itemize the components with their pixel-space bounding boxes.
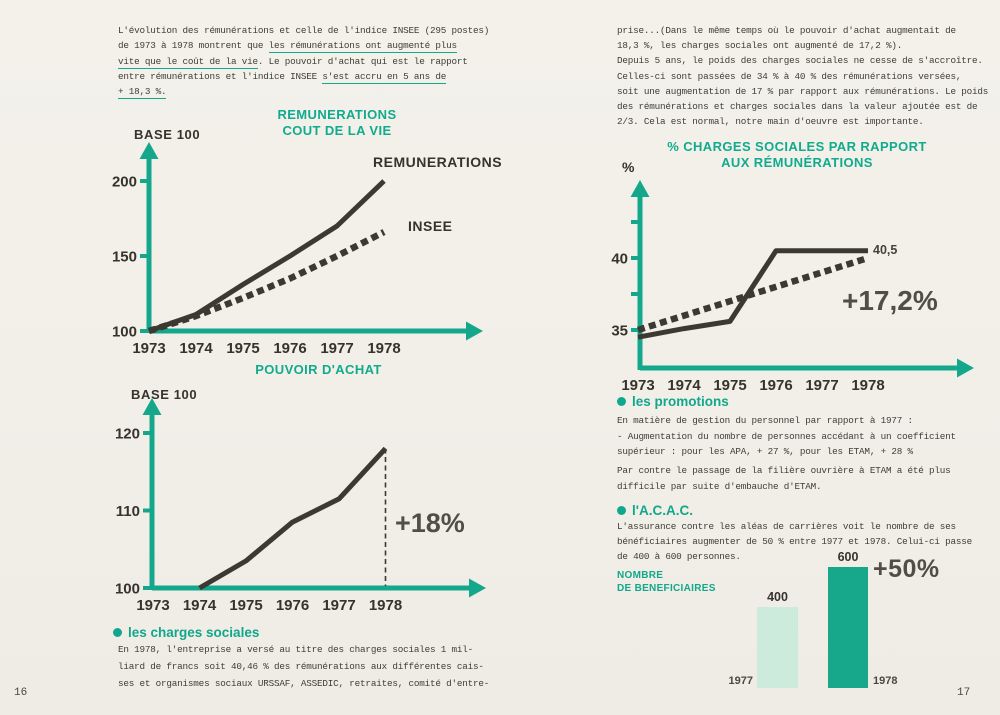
text-line bbox=[118, 54, 506, 69]
text-line: liard de francs soit 40,46 % des rémunérations aux différentes cais- bbox=[118, 661, 484, 672]
x-tick-label: 1976 bbox=[273, 340, 307, 357]
text-line: 2/3. Cela est normal, notre main d'oeuvre est importante. bbox=[617, 116, 924, 128]
y-axis-unit-label: % bbox=[622, 159, 635, 175]
bar-chart-title bbox=[617, 570, 716, 595]
text-line: soit une augmentation de 17 % par rapport aux rémunérations. Le poids bbox=[617, 85, 989, 97]
section-heading-label: les charges sociales bbox=[128, 625, 260, 640]
y-tick-label: 40 bbox=[611, 250, 628, 268]
x-tick-label: 1978 bbox=[851, 377, 885, 394]
y-tick-label: 200 bbox=[111, 173, 137, 191]
series-label: REMUNERATIONS bbox=[373, 154, 503, 170]
series-line-pouvoir-d'achat bbox=[200, 449, 386, 589]
text-line: 18,3 %, les charges sociales ont augmenté de 17,2 %). bbox=[617, 40, 903, 52]
x-tick-label: 1976 bbox=[759, 377, 793, 394]
series-label: INSEE bbox=[408, 218, 453, 234]
chart-title-line: COUT DE LA VIE bbox=[282, 123, 392, 138]
underlined-text: les rémunérations ont augmenté plus bbox=[268, 40, 457, 52]
x-tick-label: 1975 bbox=[226, 340, 260, 357]
x-tick-label: 1973 bbox=[132, 340, 166, 357]
chart-title-line: AUX RÉMUNÉRATIONS bbox=[721, 155, 873, 170]
x-tick-label: 1974 bbox=[182, 597, 217, 614]
y-axis-arrow-icon bbox=[631, 180, 650, 197]
x-tick-label: 1978 bbox=[367, 340, 401, 357]
section-heading-promotions bbox=[617, 394, 729, 409]
chart2-title bbox=[216, 362, 421, 378]
chart2-y-axis-label: BASE 100 bbox=[131, 387, 198, 402]
text-line: En matière de gestion du personnel par rapport à 1977 : bbox=[617, 415, 913, 426]
promotions-paragraph-2 bbox=[617, 463, 1000, 494]
bar-1977 bbox=[757, 607, 798, 688]
x-tick-label: 1977 bbox=[805, 377, 839, 394]
x-tick-label: 1973 bbox=[621, 377, 655, 394]
chart-annotation: +18% bbox=[395, 508, 465, 538]
x-tick-label: 1977 bbox=[322, 597, 356, 614]
bar-1978 bbox=[828, 567, 868, 688]
underlined-text: + 18,3 %. bbox=[118, 86, 167, 98]
bar-chart-title-line: NOMBRE bbox=[617, 570, 664, 581]
text-line: supérieur : pour les APA, + 27 %, pour les ETAM, + 28 % bbox=[617, 446, 913, 457]
chart-charges-sociales-canvas bbox=[606, 150, 1000, 400]
text-line: prise...(Dans le même temps où le pouvoir d'achat augmentait de bbox=[617, 25, 956, 36]
text-line: L'assurance contre les aléas de carrières voit le nombre de ses bbox=[617, 521, 956, 532]
bullet-icon bbox=[113, 628, 122, 637]
chart3-title bbox=[637, 139, 957, 171]
text-line: bénéficiaires augmenter de 50 % entre 1977 et 1978. Celui-ci passe bbox=[617, 536, 973, 548]
x-tick-label: 1976 bbox=[275, 597, 310, 614]
x-tick-label: 1973 bbox=[136, 597, 170, 614]
series-line-tendance bbox=[638, 258, 868, 330]
y-tick-label: 150 bbox=[111, 248, 137, 266]
text-segment: entre rémunérations et l'indice INSEE bbox=[118, 70, 323, 82]
underlined-text: s'est accru en 5 ans de bbox=[322, 70, 447, 82]
end-value-label: 40,5 bbox=[873, 243, 898, 257]
text-segment: de 1973 à 1978 montrent que bbox=[118, 40, 269, 52]
promotions-paragraph-1 bbox=[617, 413, 1000, 460]
x-tick-label: 1974 bbox=[179, 340, 213, 357]
x-axis-arrow-icon bbox=[957, 359, 974, 378]
text-line: En 1978, l'entreprise a versé au titre des charges sociales 1 mil- bbox=[118, 644, 474, 655]
charges-sociales-paragraph bbox=[118, 641, 506, 692]
acac-paragraph bbox=[617, 519, 1000, 565]
chart-title-line: % CHARGES SOCIALES PAR RAPPORT bbox=[667, 139, 927, 154]
page-number-left: 16 bbox=[14, 687, 28, 699]
x-tick-label: 1975 bbox=[229, 597, 263, 614]
text-line: ses et organismes sociaux URSSAF, ASSEDIC, retraites, comité d'entre- bbox=[118, 678, 490, 689]
text-line bbox=[118, 38, 506, 53]
x-axis-arrow-icon bbox=[469, 579, 486, 598]
section-heading-acac bbox=[617, 503, 693, 518]
intro-paragraph bbox=[118, 23, 506, 99]
chart-annotation: +17,2% bbox=[842, 285, 938, 316]
bar-category-label: 1977 bbox=[728, 675, 753, 687]
chart-pouvoir-achat-canvas bbox=[112, 392, 504, 624]
text-line bbox=[118, 23, 506, 38]
text-segment: L'évolution des rémunérations et celle de l'indice INSEE (295 postes) bbox=[118, 25, 490, 36]
text-segment: . Le pouvoir d'achat qui est le rapport bbox=[257, 55, 468, 67]
x-tick-label: 1975 bbox=[713, 377, 747, 394]
bar-value-label: 600 bbox=[837, 550, 859, 564]
y-axis-arrow-icon bbox=[140, 142, 159, 159]
chart-title-line: REMUNERATIONS bbox=[277, 107, 397, 122]
chart1-y-axis-label: BASE 100 bbox=[134, 127, 201, 142]
text-line: Par contre le passage de la filière ouvrière à ETAM a été plus bbox=[617, 465, 951, 476]
text-line: de 400 à 600 personnes. bbox=[617, 551, 741, 563]
x-axis-arrow-icon bbox=[466, 322, 483, 341]
x-tick-label: 1978 bbox=[368, 597, 403, 614]
y-tick-label: 100 bbox=[114, 580, 140, 598]
chart-title-line: POUVOIR D'ACHAT bbox=[255, 362, 382, 377]
y-tick-label: 120 bbox=[114, 425, 140, 443]
text-line bbox=[118, 84, 506, 99]
text-line bbox=[118, 69, 506, 84]
text-line: Depuis 5 ans, le poids des charges sociales ne cesse de s'accroître. bbox=[617, 55, 983, 67]
y-tick-label: 100 bbox=[111, 323, 137, 341]
text-line: Celles-ci sont passées de 34 % à 40 % des rémunérations versées, bbox=[617, 70, 962, 82]
series-line-remunerations bbox=[149, 181, 384, 331]
bar-chart-annotation: +50% bbox=[873, 555, 940, 583]
section-heading-charges-sociales bbox=[113, 625, 259, 640]
y-tick-label: 110 bbox=[115, 503, 140, 520]
section-heading-label: les promotions bbox=[632, 394, 729, 409]
bullet-icon bbox=[617, 506, 626, 515]
text-line: difficile par suite d'embauche d'ETAM. bbox=[617, 480, 822, 492]
section-heading-label: l'A.C.A.C. bbox=[632, 503, 693, 518]
bar-chart-title-line: DE BENEFICIAIRES bbox=[617, 582, 716, 594]
underlined-text: vite que le coût de la vie bbox=[118, 55, 258, 67]
x-tick-label: 1974 bbox=[667, 377, 701, 394]
page-number-right: 17 bbox=[957, 687, 971, 699]
x-tick-label: 1977 bbox=[320, 340, 354, 357]
right-paragraph bbox=[617, 23, 1000, 129]
y-tick-label: 35 bbox=[611, 322, 628, 340]
chart-remunerations-canvas bbox=[112, 136, 504, 368]
chart1-title bbox=[237, 107, 437, 139]
bar-value-label: 400 bbox=[767, 590, 788, 604]
bar-category-label: 1978 bbox=[873, 675, 898, 687]
text-line: - Augmentation du nombre de personnes accédant à un coefficient bbox=[617, 430, 956, 442]
text-line: des rémunérations et charges sociales dans la valeur ajoutée est de bbox=[617, 101, 978, 113]
bullet-icon bbox=[617, 397, 626, 406]
